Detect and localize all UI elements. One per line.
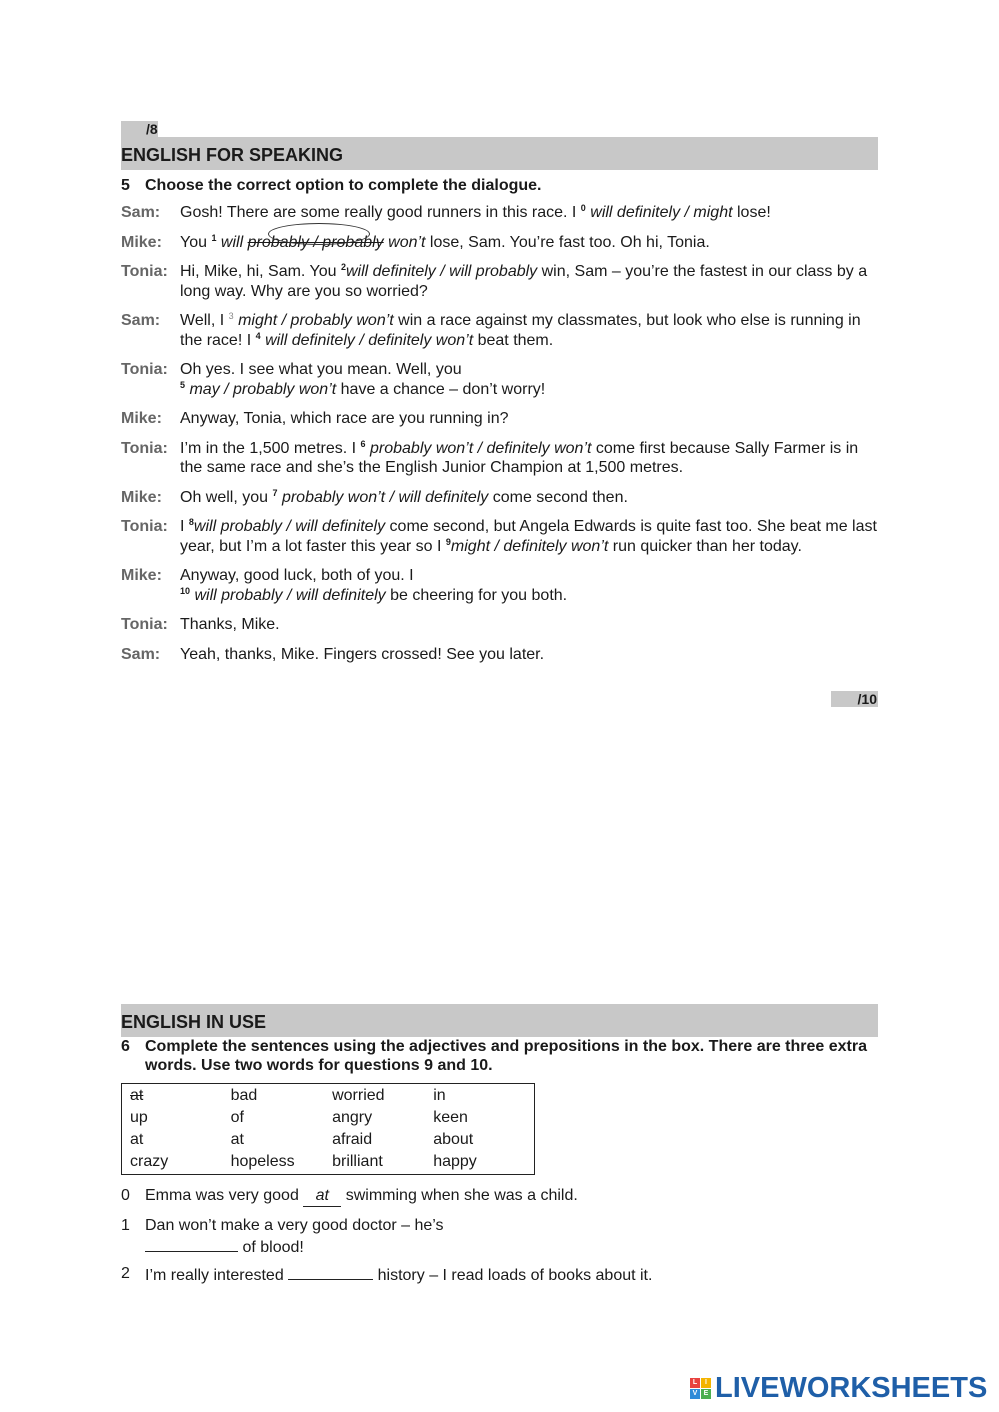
question-text: I’m really interested — [145, 1267, 289, 1284]
speaker-name: Tonia: — [121, 616, 168, 633]
dialogue-line — [121, 360, 881, 399]
section-header-speaking: ENGLISH FOR SPEAKING — [121, 137, 878, 170]
section-score-speaking: /10 — [831, 691, 878, 707]
word-cell: about — [433, 1131, 474, 1148]
speech-text — [180, 517, 881, 556]
gap-number: 4 — [255, 330, 261, 341]
speech-fragment: beat them. — [473, 331, 554, 349]
gap-number: 8 — [188, 517, 194, 527]
speech-fragment: Anyway, good luck, both of you. I — [180, 567, 414, 584]
gap-number: 3 — [228, 311, 234, 321]
dialogue-line — [121, 488, 881, 508]
dialogue-line — [121, 203, 881, 223]
speech-text — [180, 439, 881, 478]
answer-options[interactable]: will definitely / will probably — [345, 263, 538, 280]
speech-text — [180, 615, 881, 635]
speech-fragment: Oh well, you — [180, 488, 273, 506]
use-instruction — [121, 1037, 878, 1075]
logo-icon — [690, 1378, 711, 1399]
speaking-instruction — [121, 176, 878, 195]
word-cell: worried — [332, 1087, 385, 1104]
speech-fragment: I’m in the 1,500 metres. I — [180, 439, 361, 457]
word-cell: at — [230, 1131, 244, 1148]
question-text: Emma was very good — [145, 1187, 304, 1204]
word-cell: at — [130, 1131, 144, 1148]
speech-text — [180, 409, 881, 429]
speech-fragment: I — [180, 518, 189, 535]
example-answer: at — [303, 1186, 341, 1207]
question-number: 1 — [121, 1217, 130, 1234]
gap-number: 10 — [180, 585, 191, 596]
question-number: 2 — [121, 1265, 130, 1282]
dialogue-line — [121, 645, 881, 665]
instruction-text: Complete the sentences using the adjectives and prepositions in the box. There are three extra words. Use two words for questions 9 and 10. — [145, 1038, 867, 1074]
question-number: 0 — [121, 1187, 130, 1204]
word-cell: brilliant — [332, 1153, 383, 1170]
struck-option[interactable]: probably / probably — [247, 233, 384, 251]
speaker-name: Mike: — [121, 567, 162, 584]
speech-fragment: come second, but Angela Edwards is quite fast too. She beat me last year, but I’m a lot faster this year so I — [180, 518, 877, 555]
answer-options[interactable]: will definitely / might — [590, 204, 733, 221]
speech-text — [180, 311, 881, 350]
question-text: history – I read loads of books about it. — [373, 1267, 653, 1284]
word-cell: bad — [230, 1087, 258, 1104]
dialogue-line — [121, 615, 881, 635]
word-cell: at — [130, 1087, 144, 1104]
answer-options[interactable]: will — [220, 233, 248, 251]
answer-options[interactable]: will probably / will definitely — [193, 518, 386, 535]
answer-options[interactable]: won’t — [383, 233, 426, 251]
speech-fragment: come first because Sally Farmer is in the same race and she’s the English Junior Champion at 1,500 metres. — [180, 439, 859, 476]
speech-text — [180, 488, 881, 508]
instruction-text: Choose the correct option to complete the dialogue. — [145, 177, 542, 194]
question-text: of blood! — [238, 1238, 304, 1256]
answer-options[interactable]: might / probably won’t — [238, 312, 394, 329]
dialogue-line — [121, 311, 881, 350]
gap-number: 2 — [340, 262, 346, 272]
logo-letter: L — [690, 1378, 700, 1388]
speaker-name: Tonia: — [121, 518, 168, 535]
speech-fragment: Gosh! There are some really good runners in this race. I — [180, 204, 581, 221]
question-text: Dan won’t make a very good doctor – he’s — [145, 1217, 444, 1234]
speaker-name: Tonia: — [121, 439, 168, 457]
speaker-name: Tonia: — [121, 361, 168, 378]
question-1 — [121, 1216, 878, 1257]
speech-fragment: lose, Sam. You’re fast too. Oh hi, Tonia. — [425, 233, 710, 251]
gap-number: 9 — [445, 536, 451, 547]
speaker-name: Mike: — [121, 488, 162, 506]
answer-options[interactable]: probably won’t / will definitely — [281, 488, 489, 506]
logo-letter: I — [701, 1378, 711, 1388]
word-cell: afraid — [332, 1131, 373, 1148]
gap-number: 7 — [272, 487, 278, 498]
speech-fragment: have a chance – don’t worry! — [336, 380, 546, 398]
word-cell: of — [230, 1109, 244, 1126]
instruction-number: 6 — [121, 1038, 130, 1055]
instruction-number: 5 — [121, 177, 130, 194]
speaker-name: Mike: — [121, 233, 162, 251]
speaker-name: Mike: — [121, 410, 162, 427]
section-header-use: ENGLISH IN USE — [121, 1004, 878, 1037]
speech-fragment: Oh yes. I see what you mean. Well, you — [180, 361, 462, 378]
speech-fragment: be cheering for you both. — [385, 586, 568, 604]
word-cell: keen — [433, 1109, 468, 1126]
dialogue-line — [121, 409, 881, 429]
speech-fragment: lose! — [732, 204, 771, 221]
speech-fragment: Thanks, Mike. — [180, 616, 280, 633]
speech-text — [180, 262, 881, 301]
speech-fragment: You — [180, 233, 212, 251]
section-score-top: /8 — [121, 121, 158, 137]
word-cell: crazy — [130, 1153, 169, 1170]
logo-letter: E — [701, 1389, 711, 1399]
word-cell: angry — [332, 1109, 373, 1126]
answer-blank[interactable] — [145, 1236, 238, 1252]
speech-fragment: Hi, Mike, hi, Sam. You — [180, 263, 341, 280]
speech-fragment: win, Sam – you’re the fastest in our class by a long way. Why are you so worried? — [180, 263, 868, 300]
speech-text — [180, 360, 881, 399]
word-box — [121, 1083, 535, 1175]
speech-fragment: Yeah, thanks, Mike. Fingers crossed! See you later. — [180, 645, 545, 663]
speaker-name: Sam: — [121, 204, 161, 221]
word-cell: happy — [433, 1153, 477, 1170]
answer-blank[interactable] — [288, 1264, 373, 1280]
speaker-name: Sam: — [121, 645, 161, 663]
answer-options[interactable]: will definitely / definitely won’t — [265, 331, 474, 349]
gap-number: 1 — [211, 232, 217, 243]
dialogue — [121, 203, 881, 674]
speech-text — [180, 566, 881, 605]
speech-fragment: Anyway, Tonia, which race are you running in? — [180, 410, 509, 427]
speech-text — [180, 645, 881, 665]
gap-number: 0 — [580, 203, 586, 213]
word-cell: in — [433, 1087, 446, 1104]
word-cell: hopeless — [230, 1153, 295, 1170]
question-0 — [121, 1186, 878, 1207]
speaker-name: Tonia: — [121, 263, 168, 280]
dialogue-line — [121, 517, 881, 556]
dialogue-line — [121, 262, 881, 301]
answer-options[interactable]: might / definitely won’t — [450, 537, 609, 555]
logo-letter: V — [690, 1389, 700, 1399]
speech-text — [180, 203, 881, 223]
question-text: swimming when she was a child. — [341, 1187, 578, 1204]
gap-number: 6 — [360, 438, 366, 449]
answer-options[interactable]: probably won’t / definitely won’t — [370, 439, 592, 457]
gap-number: 5 — [180, 379, 186, 390]
logo-text: LIVEWORKSHEETS — [715, 1371, 988, 1404]
speech-fragment: run quicker than her today. — [608, 537, 802, 555]
dialogue-line — [121, 233, 881, 253]
answer-options[interactable]: will probably / will definitely — [194, 586, 386, 604]
speech-fragment: Well, I — [180, 312, 229, 329]
question-2 — [121, 1264, 878, 1286]
answer-circle-mark — [268, 223, 370, 245]
speech-fragment: win a race against my classmates, but look who else is running in the race! I — [180, 312, 861, 349]
speaker-name: Sam: — [121, 312, 161, 329]
liveworksheets-logo — [690, 1372, 987, 1404]
answer-options[interactable]: may / probably won’t — [189, 380, 337, 398]
speech-fragment: come second then. — [488, 488, 628, 506]
word-cell: up — [130, 1109, 148, 1126]
dialogue-line — [121, 439, 881, 478]
dialogue-line — [121, 566, 881, 605]
